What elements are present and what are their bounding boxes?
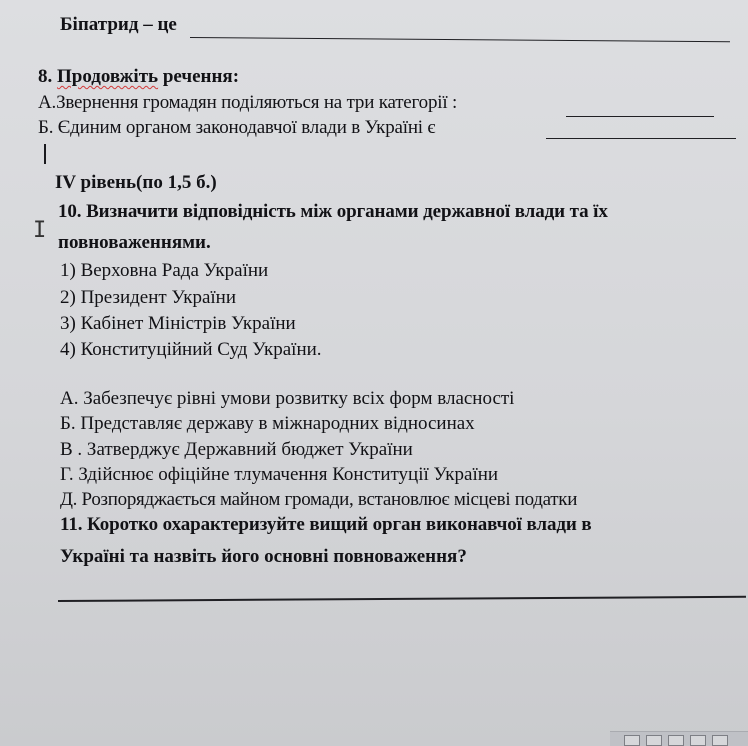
outline-view-icon[interactable] [690, 735, 706, 746]
q10-title-line2: повноваженнями. [58, 232, 211, 253]
q11-line2: Україні та назвіть його основні повноваження? [60, 546, 467, 567]
q11-line1: 11. Коротко охарактеризуйте вищий орган виконавчої влади в [60, 514, 592, 535]
ibeam-pointer-icon: I [33, 218, 47, 243]
web-layout-icon[interactable] [668, 735, 684, 746]
full-screen-reading-icon[interactable] [646, 735, 662, 746]
q8-title-rest: речення: [158, 66, 240, 87]
q8-option-a: А.Звернення громадян поділяються на три категорії : [38, 92, 458, 113]
q10-organ-3: 3) Кабінет Міністрів України [60, 313, 296, 334]
q8-option-b: Б. Єдиним органом законодавчої влади в Україні є [38, 117, 436, 138]
q10-organ-4: 4) Конституційний Суд України. [60, 339, 322, 360]
level4-title: IV рівень(по 1,5 б.) [55, 172, 217, 193]
q10-title-line1: 10. Визначити відповідність між органами державної влади та їх [58, 201, 608, 222]
text-cursor [44, 144, 46, 164]
q10-power-v: В . Затверджує Державний бюджет України [60, 439, 413, 460]
q11-answer-line[interactable] [58, 596, 746, 602]
q8-a-answer-line[interactable] [566, 116, 714, 117]
bipatryd-label: Біпатрид – це [60, 14, 177, 35]
q10-organ-2: 2) Президент України [60, 287, 237, 308]
q8-title-word: Продовжіть [57, 66, 159, 87]
q10-power-a: А. Забезпечує рівні умови розвитку всіх форм власності [60, 388, 515, 409]
q10-organ-1: 1) Верховна Рада України [60, 260, 269, 281]
q8-b-answer-line[interactable] [546, 138, 736, 139]
q8-number: 8. [38, 66, 57, 87]
draft-view-icon[interactable] [712, 735, 728, 746]
q10-power-d: Д. Розпоряджається майном громади, встановлює місцеві податки [60, 489, 578, 510]
bipatryd-answer-line[interactable] [190, 37, 730, 42]
print-layout-view-icon[interactable] [624, 735, 640, 746]
q10-power-b: Б. Представляє державу в міжнародних відносинах [60, 413, 475, 434]
status-bar [610, 731, 748, 746]
q8-title [38, 66, 239, 88]
q10-power-h: Г. Здійснює офіційне тлумачення Конституції України [60, 464, 499, 485]
